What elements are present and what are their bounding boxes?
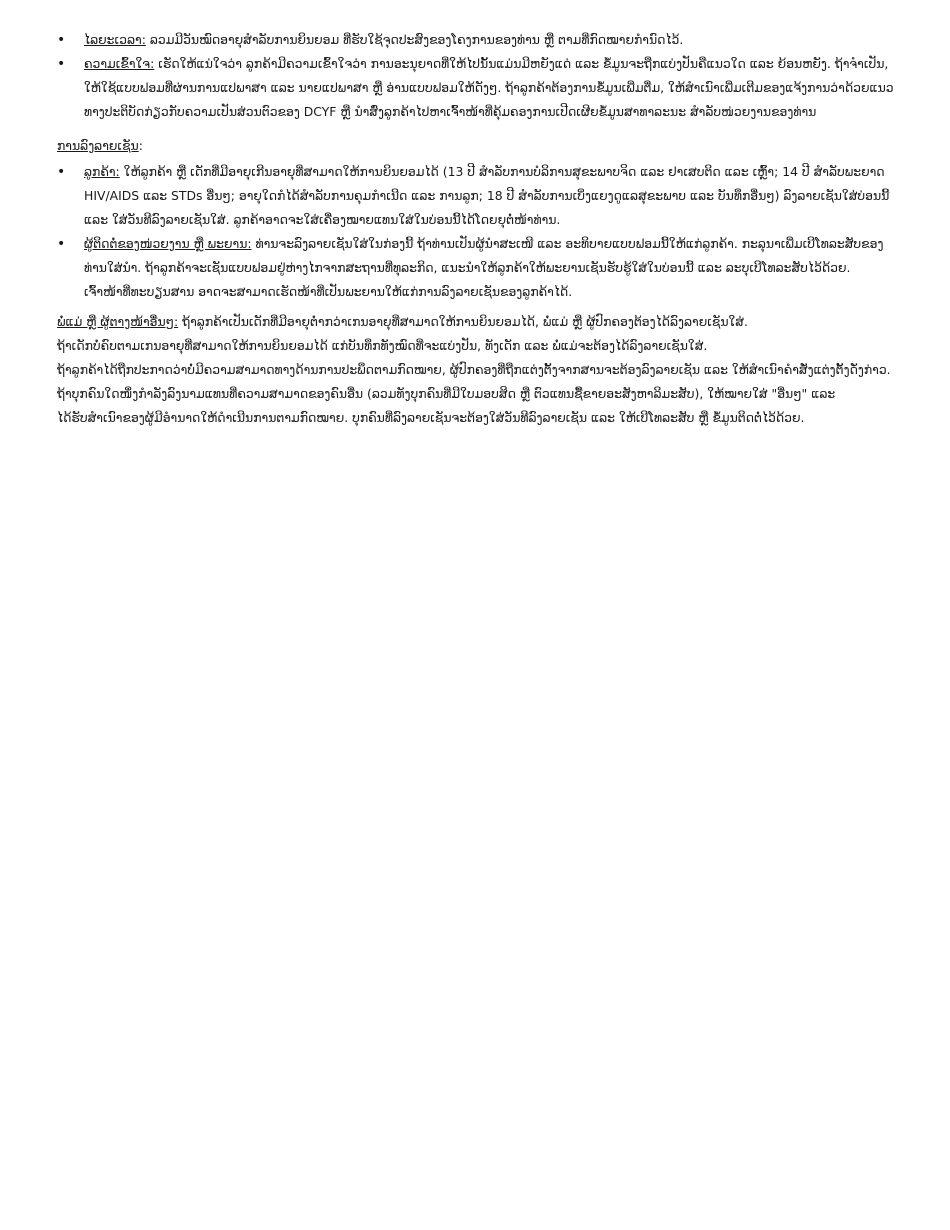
bullet-text-agency-contact: ທ່ານຈະລົງລາຍເຊັນໃສ່ໃນກ່ອງນີ້ ຖ້າທ່ານເປັນຜູ້ນໍາສະເໜີ ແລະ ອະທິບາຍແບບຟອມນີ້ໃຫ້ແກ່ລູກຄ້າ. ກະລຸນາເພີ່ມເບີໂທລະສັບຂອງທ່ານໃສ່ນໍາ. ຖ້າລູກຄ້າຈະເຊັນແບບຟອມຢູ່ຫ່າງໄກຈາກສະຖານທີ່ທຸລະກິດ, ແນະນໍາໃຫ້ລູກຄ້າໃຫ້ພະຍານເຊັນຮັບຮູ້ໃສ່ໃນບ່ອນນີ້ ແລະ ລະບຸເບີໂທລະສັບໄວ້ດ້ວຍ. ເຈົ້າໜ້າທີ່ທະບຽນສານ ອາດຈະສາມາດເຮັດໜ້າທີ່ເປັນພະຍານໃຫ້ແກ່ການລົງລາຍເຊັນຂອງລູກຄ້າໄດ້. (84, 236, 884, 299)
list-item (57, 160, 897, 232)
parents-line: ໄດ້ຮັບສໍາເນົາຂອງຜູ້ມີອໍານາດໃຫ້ດໍາເນີນການຕາມກົດໝາຍ. ບຸກຄົນທີ່ລົງລາຍເຊັນຈະຕ້ອງໃສ່ວັນທີລົງລາຍເຊັນ ແລະ ໃຫ້ເບີໂທລະສັບ ຫຼື ຂໍ້ມູນຕິດຕໍ່ໄວ້ດ້ວຍ. (57, 410, 805, 425)
signature-heading-colon: : (138, 138, 143, 153)
signature-heading-label: ການລົງລາຍເຊັນ (57, 138, 139, 153)
parents-line: ຖ້າລູກຄ້າໄດ້ຖືກປະກາດວ່າບໍ່ມີຄວາມສາມາດທາງດ້ານການປະພຶດຕາມກົດໝາຍ, ຜູ້ປົກຄອງທີ່ຖືກແຕ່ງຕັ້ງຈາກສານຈະຕ້ອງລົງລາຍເຊັນ ແລະ ໃຫ້ສໍາເນົາຄໍາສັ່ງແຕ່ງຕັ້ງດັ່ງກ່າວ. (57, 362, 891, 377)
top-bullet-list (57, 28, 897, 124)
signature-bullet-list (57, 160, 897, 304)
bullet-term-agency-contact: ຜູ້ຕິດຕໍ່ຂອງໜ່ວຍງານ ຫຼື ພະຍານ: (84, 236, 252, 251)
parents-line (57, 310, 897, 334)
signature-heading (57, 134, 897, 158)
parents-line: ຖ້າບຸກຄົນໃດໜຶ່ງກໍາລັງລົງນາມແທນທີ່ຄວາມສາມາດຂອງຄົນອື່ນ (ລວມທັງບຸກຄົນທີ່ມີໃບມອບສິດ ຫຼື ຕົວແທນຊື້ຂາຍອະສັງຫາລິມະສັບ), ໃຫ້ໝາຍໃສ່ "ອື່ນໆ" ແລະ (57, 386, 836, 401)
bullet-term-client: ລູກຄ້າ: (84, 164, 120, 179)
parents-text: ຖ້າລູກຄ້າເປັນເດັກທີ່ມີອາຍຸຕໍ່າກວ່າເກນອາຍຸທີ່ສາມາດໃຫ້ການຍິນຍອມໄດ້, ພໍ່ແມ່ ຫຼື ຜູ້ປົກຄອງຕ້ອງໄດ້ລົງລາຍເຊັນໃສ່. (178, 314, 748, 329)
instructions-page (57, 28, 897, 430)
list-item (57, 232, 897, 304)
bullet-term-understanding: ຄວາມເຂົ້າໃຈ: (84, 56, 155, 71)
parents-term: ພໍ່ແມ່ ຫຼື ຜູ້ຕາງໜ້າອື່ນໆ: (57, 314, 179, 329)
bullet-term-duration: ໄລຍະເວລາ: (84, 32, 146, 47)
list-item (57, 52, 897, 124)
parents-line: ຖ້າເດັກບໍ່ຄົບຕາມເກນອາຍຸທີ່ສາມາດໃຫ້ການຍິນຍອມໄດ້ ແກ່ບັນທຶກທັງໝົດທີ່ຈະແບ່ງປັນ, ທັງເດັກ ແລະ ພໍ່ແມ່ຈະຕ້ອງໄດ້ລົງລາຍເຊັນໃສ່. (57, 338, 708, 353)
bullet-text-duration: ລວມມີວັນໝົດອາຍຸສໍາລັບການຍິນຍອມ ທີ່ຮັບໃຊ້ຈຸດປະສົງຂອງໂຄງການຂອງທ່ານ ຫຼື ຕາມທີ່ກົດໝາຍກໍານົດໄວ້. (145, 32, 684, 47)
bullet-text-client: ໃຫ້ລູກຄ້າ ຫຼື ເດັກທີ່ມີອາຍຸເກີນອາຍຸທີ່ສາມາດໃຫ້ການຍິນຍອມໄດ້ (13 ປີ ສໍາລັບການບໍລິການສຸຂະພາບຈິດ ແລະ ຢາເສບຕິດ ແລະ ເຫຼົ້າ; 14 ປີ ສໍາລັບພະຍາດ HIV/AIDS ແລະ STDs ອື່ນໆ; ອາຍຸໃດກໍໄດ້ສໍາລັບການຄຸມກໍາເນີດ ແລະ ການລູກ; 18 ປີ ສໍາລັບການເບິ່ງແຍງດູແລສຸຂະພາບ ແລະ ບັນທຶກອື່ນໆ) ລົງລາຍເຊັນໃສ່ບ່ອນນີ້ ແລະ ໃສ່ວັນທີລົງລາຍເຊັນໃສ່. ລູກຄ້າອາດຈະໃສ່ເຄື່ອງໝາຍແທນໃສ່ໃນບ່ອນນີ້ໄດ້ໂດຍຍຸຕໍ່ໜ້າທ່ານ. (84, 164, 890, 227)
bullet-text-understanding: ເຮັດໃຫ້ແນ່ໃຈວ່າ ລູກຄ້າມີຄວາມເຂົ້າໃຈວ່າ ການອະນຸຍາດທີ່ໃຫ້ໄປນັ້ນແມ່ນມີຫຍັງແດ່ ແລະ ຂໍ້ມູນຈະຖືກແບ່ງປັນຄືແນວໃດ ແລະ ຍ້ອນຫຍັງ. ຖ້າຈໍາເປັນ, ໃຫ້ໃຊ້ແບບຟອມທີ່ຜ່ານການແປພາສາ ແລະ ນາຍແປພາສາ ຫຼື ອ່ານແບບຟອມໃຫ້ດັງໆ. ຖ້າລູກຄ້າຕ້ອງການຂໍ້ມູນເພີ່ມຕື່ມ, ໃຫ້ສໍາເນົາເພີ່ມເຕີມຂອງແຈ້ງການວ່າດ້ວຍແນວທາງປະຕິບັດກ່ຽວກັບຄວາມເປັນສ່ວນຕົວຂອງ DCYF ຫຼື ນໍາສົ່ງລູກຄ້າໄປຫາເຈົ້າໜ້າທີ່ຄຸ້ມຄອງການເປີດເຜີຍຂໍ້ມູນສາທາລະນະ ສໍາລັບໜ່ວຍງານຂອງທ່ານ (84, 56, 894, 119)
list-item (57, 28, 897, 52)
parents-section (57, 310, 897, 430)
